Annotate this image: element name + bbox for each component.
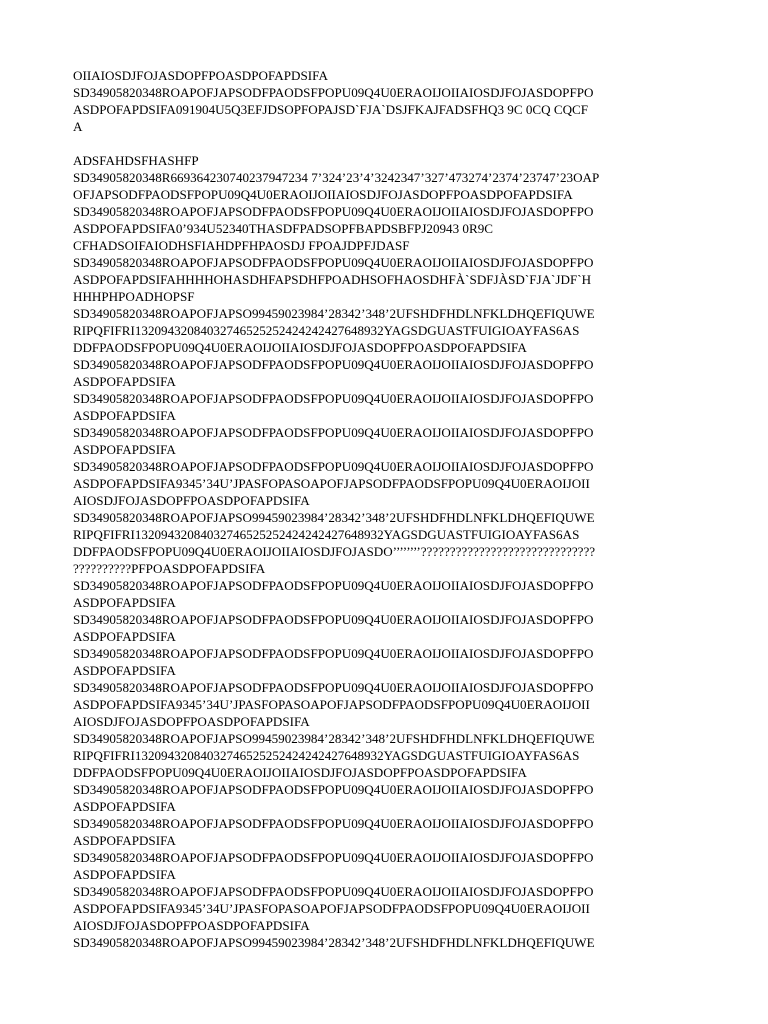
text-block-1: OIIAIOSDJFOJASDOPFPOASDPOFAPDSIFA SD34905820348ROAPOFJAPSODFPAODSFPOPU09Q4U0ERAOIJOIIAIOSDJFOJASDOPFPO ASDPOFAPDSIFA091904U5Q3EFJDSOPFOPAJSD`FJA`DSJFKAJFADSFHQ3 9C 0CQ CQCF A <box>73 68 594 134</box>
document-page <box>73 67 697 951</box>
paragraph-spacer <box>73 135 697 152</box>
text-block-2: ADSFAHDSFHASHFP SD34905820348R669364230740237947234 7’324’23’4’3242347’327’473274’2374’23747’23OAP OFJAPSODFPAODSFPOPU09Q4U0ERAOIJOIIAIOSDJFOJASDOPFPOASDPOFAPDSIFA SD34905820348ROAPOFJAPSODFPAODSFPOPU09Q4U0ERAOIJOIIAIOSDJFOJASDOPFPO ASDPOFAPDSIFA0’934U52340THASDFPADSOPFBAPDSBFPJ20943 0R9C CFHADSOIFAIODHSFIAHDPFHPAOSDJ FPOAJDPFJDASF SD34905820348ROAPOFJAPSODFPAODSFPOPU09Q4U0ERAOIJOIIAIOSDJFOJASDOPFPO ASDPOFAPDSIFAHHHHOHASDHFAPSDHFPOADHSOFHAOSDHFÀ`SDFJÀSD`FJA`JDF`H HHHPHPOADHOPSF SD34905820348ROAPOFJAPSO99459023984’28342’348’2UFSHDFHDLNFKLDHQEFIQUWE RIPQFIFRI13209432084032746525252424242427648932YAGSDGUASTFUIGIOAYFAS6AS DDFPAODSFPOPU09Q4U0ERAOIJOIIAIOSDJFOJASDOPFPOASDPOFAPDSIFA SD34905820348ROAPOFJAPSODFPAODSFPOPU09Q4U0ERAOIJOIIAIOSDJFOJASDOPFPO ASDPOFAPDSIFA SD34905820348ROAPOFJAPSODFPAODSFPOPU09Q4U0ERAOIJOIIAIOSDJFOJASDOPFPO ASDPOFAPDSIFA SD34905820348ROAPOFJAPSODFPAODSFPOPU09Q4U0ERAOIJOIIAIOSDJFOJASDOPFPO ASDPOFAPDSIFA SD34905820348ROAPOFJAPSODFPAODSFPOPU09Q4U0ERAOIJOIIAIOSDJFOJASDOPFPO ASDPOFAPDSIFA9345’34U’JPASFOPASOAPOFJAPSODFPAODSFPOPU09Q4U0ERAOIJOII AIOSDJFOJASDOPFPOASDPOFAPDSIFA SD34905820348ROAPOFJAPSO99459023984’28342’348’2UFSHDFHDLNFKLDHQEFIQUWE RIPQFIFRI13209432084032746525252424242427648932YAGSDGUASTFUIGIOAYFAS6AS DDFPAODSFPOPU09Q4U0ERAOIJOIIAIOSDJFOJASDO’’’’’’’’?????????????????????????????? ??????????PFPOASDPOFAPDSIFA SD34905820348ROAPOFJAPSODFPAODSFPOPU09Q4U0ERAOIJOIIAIOSDJFOJASDOPFPO ASDPOFAPDSIFA SD34905820348ROAPOFJAPSODFPAODSFPOPU09Q4U0ERAOIJOIIAIOSDJFOJASDOPFPO ASDPOFAPDSIFA SD34905820348ROAPOFJAPSODFPAODSFPOPU09Q4U0ERAOIJOIIAIOSDJFOJASDOPFPO ASDPOFAPDSIFA SD34905820348ROAPOFJAPSODFPAODSFPOPU09Q4U0ERAOIJOIIAIOSDJFOJASDOPFPO ASDPOFAPDSIFA9345’34U’JPASFOPASOAPOFJAPSODFPAODSFPOPU09Q4U0ERAOIJOII AIOSDJFOJASDOPFPOASDPOFAPDSIFA SD34905820348ROAPOFJAPSO99459023984’28342’348’2UFSHDFHDLNFKLDHQEFIQUWE RIPQFIFRI13209432084032746525252424242427648932YAGSDGUASTFUIGIOAYFAS6AS DDFPAODSFPOPU09Q4U0ERAOIJOIIAIOSDJFOJASDOPFPOASDPOFAPDSIFA SD34905820348ROAPOFJAPSODFPAODSFPOPU09Q4U0ERAOIJOIIAIOSDJFOJASDOPFPO ASDPOFAPDSIFA SD34905820348ROAPOFJAPSODFPAODSFPOPU09Q4U0ERAOIJOIIAIOSDJFOJASDOPFPO ASDPOFAPDSIFA SD34905820348ROAPOFJAPSODFPAODSFPOPU09Q4U0ERAOIJOIIAIOSDJFOJASDOPFPO ASDPOFAPDSIFA SD34905820348ROAPOFJAPSODFPAODSFPOPU09Q4U0ERAOIJOIIAIOSDJFOJASDOPFPO ASDPOFAPDSIFA9345’34U’JPASFOPASOAPOFJAPSODFPAODSFPOPU09Q4U0ERAOIJOII AIOSDJFOJASDOPFPOASDPOFAPDSIFA SD34905820348ROAPOFJAPSO99459023984’28342’348’2UFSHDFHDLNFKLDHQEFIQUWE <box>73 153 600 950</box>
